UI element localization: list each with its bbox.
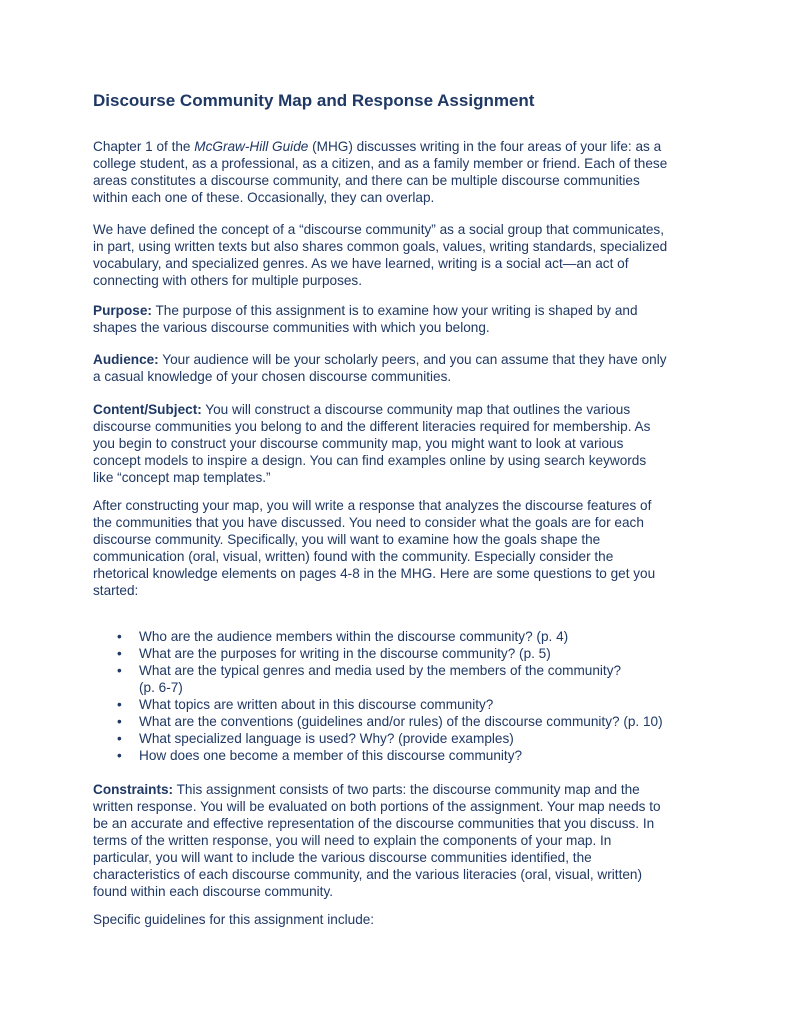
- list-item: • Who are the audience members within the discourse community? (p. 4): [117, 629, 569, 644]
- purpose-paragraph: Purpose: The purpose of this assignment is to examine how your writing is shaped by and shapes the various discourse communities with which you belong.: [93, 303, 638, 335]
- book-title: McGraw-Hill Guide: [194, 139, 309, 154]
- after-paragraph: After constructing your map, you will write a response that analyzes the discourse features of the communities that you have discussed. You need to consider what the goals are for each discourse community. Specifically, you will want to examine how the goals shape the communication (oral, visual, written) found with the community. Especially consider the rhetorical knowledge elements on pages 4-8 in the MHG. Here are some questions to get you started:: [93, 498, 656, 598]
- bullet-icon: •: [117, 697, 122, 712]
- bullet-icon: •: [117, 714, 122, 729]
- questions-list: [93, 628, 663, 764]
- list-item: • How does one become a member of this discourse community?: [117, 748, 523, 763]
- document-title: Discourse Community Map and Response Assignment: [93, 91, 535, 110]
- guidelines-intro: Specific guidelines for this assignment include:: [93, 912, 375, 927]
- content-label: Content/Subject:: [93, 402, 202, 417]
- audience-paragraph: Audience: Your audience will be your scholarly peers, and you can assume that they have only a casual knowledge of your chosen discourse communities.: [93, 352, 667, 384]
- constraints-label: Constraints:: [93, 782, 174, 797]
- bullet-icon: •: [117, 646, 122, 661]
- bullet-icon: •: [117, 663, 122, 678]
- bullet-icon: •: [117, 731, 122, 746]
- audience-label: Audience:: [93, 352, 159, 367]
- list-item: • What topics are written about in this discourse community?: [117, 697, 494, 712]
- list-item: • What specialized language is used? Why? (provide examples): [117, 731, 514, 746]
- list-item: • What are the conventions (guidelines and/or rules) of the discourse community? (p. 10): [117, 714, 663, 729]
- list-item: • What are the typical genres and media used by the members of the community? (p. 6-7): [117, 663, 622, 695]
- bullet-icon: •: [117, 629, 122, 644]
- purpose-label: Purpose:: [93, 303, 152, 318]
- constraints-paragraph: Constraints: This assignment consists of two parts: the discourse community map and the written response. You will be evaluated on both portions of the assignment. Your map needs to be an accurate and effective representation of the discourse communities that you discuss. In terms of the written response, you will need to explain the components of your map. In particular, you will want to include the various discourse communities identified, the characteristics of each discourse community, and the various literacies (oral, visual, written) found within each discourse community.: [93, 782, 661, 899]
- list-item: • What are the purposes for writing in the discourse community? (p. 5): [117, 646, 551, 661]
- definition-paragraph: We have defined the concept of a “discourse community” as a social group that communicates, in part, using written texts but also shares common goals, values, writing standards, specialized vocabulary, and specialized genres. As we have learned, writing is a social act—an act of connecting with others for multiple purposes.: [93, 222, 668, 288]
- bullet-icon: •: [117, 748, 122, 763]
- content-paragraph: Content/Subject: You will construct a discourse community map that outlines the various discourse communities you belong to and the different literacies required for membership. As you begin to construct your discourse community map, you might want to look at various concept models to inspire a design. You can find examples online by using search keywords like “concept map templates.”: [93, 402, 651, 485]
- intro-paragraph: Chapter 1 of the McGraw-Hill Guide (MHG) discusses writing in the four areas of your life: as a college student, as a professional, as a citizen, and as a family member or friend. Each of these areas constitutes a discourse community, and there can be multiple discourse communities within each one of these. Occasionally, they can overlap.: [93, 139, 668, 205]
